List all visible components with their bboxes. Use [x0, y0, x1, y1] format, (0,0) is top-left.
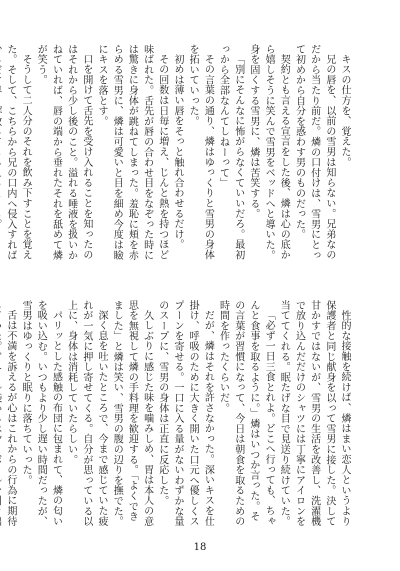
paragraph: 「別にそんなに怖がらなくていいだろ。最初っから全部なんてしねーって」	[217, 44, 244, 260]
paragraph: 契約とも言える宣言をした後、燐は心の底から嬉しそうに笑んで雪男をベッドへと導いた。身を固くする雪男に、燐は苦笑する。	[247, 44, 290, 261]
paragraph: だが、燐はそれを許さなかった。深いキスを仕掛け、呼吸のために大きく開いた口元へ優しくスプーンを寄せる。一口に入る量がないわずかな量のスープに、雪男の身体は正直に反応した。	[156, 300, 214, 527]
text-block-upper	[4, 44, 352, 264]
paragraph: 舌は不満を訴えるが心はこれからの行為に期待	[4, 310, 16, 527]
paragraph: パリッとした感触の布団に包まれて、燐の匂いを吸い込む。いつもより少し遅い時間だったが、雪男はゆっくりと眠りに落ちていった。	[20, 300, 62, 527]
paragraph: 「必ず一日三食とれよ。どこへ行っても、ちゃんと食事を取るように。」燐はいつか言った。その言葉が習慣になって、今日は朝食を取るための時間を作ったくらいだ。	[217, 300, 275, 527]
paragraph: 久しぶりに感じた味を噛みしめ、胃は本人の意思を無視して燐の手料理を歓迎する。「よくできました」と燐は笑い、雪男の腹の辺りを撫でた。	[111, 300, 153, 527]
paragraph: 初めは薄い唇をそっと触れ合わせるだけ。	[171, 54, 183, 250]
paragraph: その回数は日毎に増え、じんと熱を持つほど味ばれた。舌先が唇の合わせ目をなぞった時には驚きに身体が跳ねてしまった。羞恥に頬を赤らめる雪男に、燐は可愛いと目を細め今度は瞼にキスを落とす。	[96, 44, 168, 261]
text-block-lower	[4, 300, 352, 528]
paragraph: 性的な接触を続けば、燐はまい恋人というより保護者と同じ献身を以って雪男に接した。決して甘かすではないが、雪男の生活を改善し、洗濯機で放り込んだだけのシャツには丁寧にアイロンを当ててくれる。眠たげな目で見送り続けていた。	[278, 300, 350, 527]
paragraph: その言葉の通り、燐はゆっくりと雪男の身体を拓いていった。	[187, 44, 214, 260]
paragraph: そうして二人分のそれを飲み下すことを覚えた。そして、こちらから兄の口内へ侵入すれば	[4, 44, 32, 261]
paragraph: 兄の唇を、以前の雪男は知らない。兄弟なのだから当たり前だ。燐の口付けは、雪男にとって初めから自分を惑わす男のものだった。	[293, 44, 335, 261]
page-number: 18	[193, 542, 207, 553]
paragraph: 深く息を吐いたところで、今まで感じていた疲れが一気に押し寄せてくる。自分が思っている以上に、身体は消耗していたらしい。	[65, 300, 107, 527]
paragraph: キスの仕方を、覚えた。	[339, 54, 350, 168]
paragraph: 口を開けて舌先を受け入れることを知ったのはそれから少し後のこと。溢れる唾液を扱いかねていれば、唇の端から垂れたそれを舐めて燐が笑う。	[35, 44, 92, 261]
